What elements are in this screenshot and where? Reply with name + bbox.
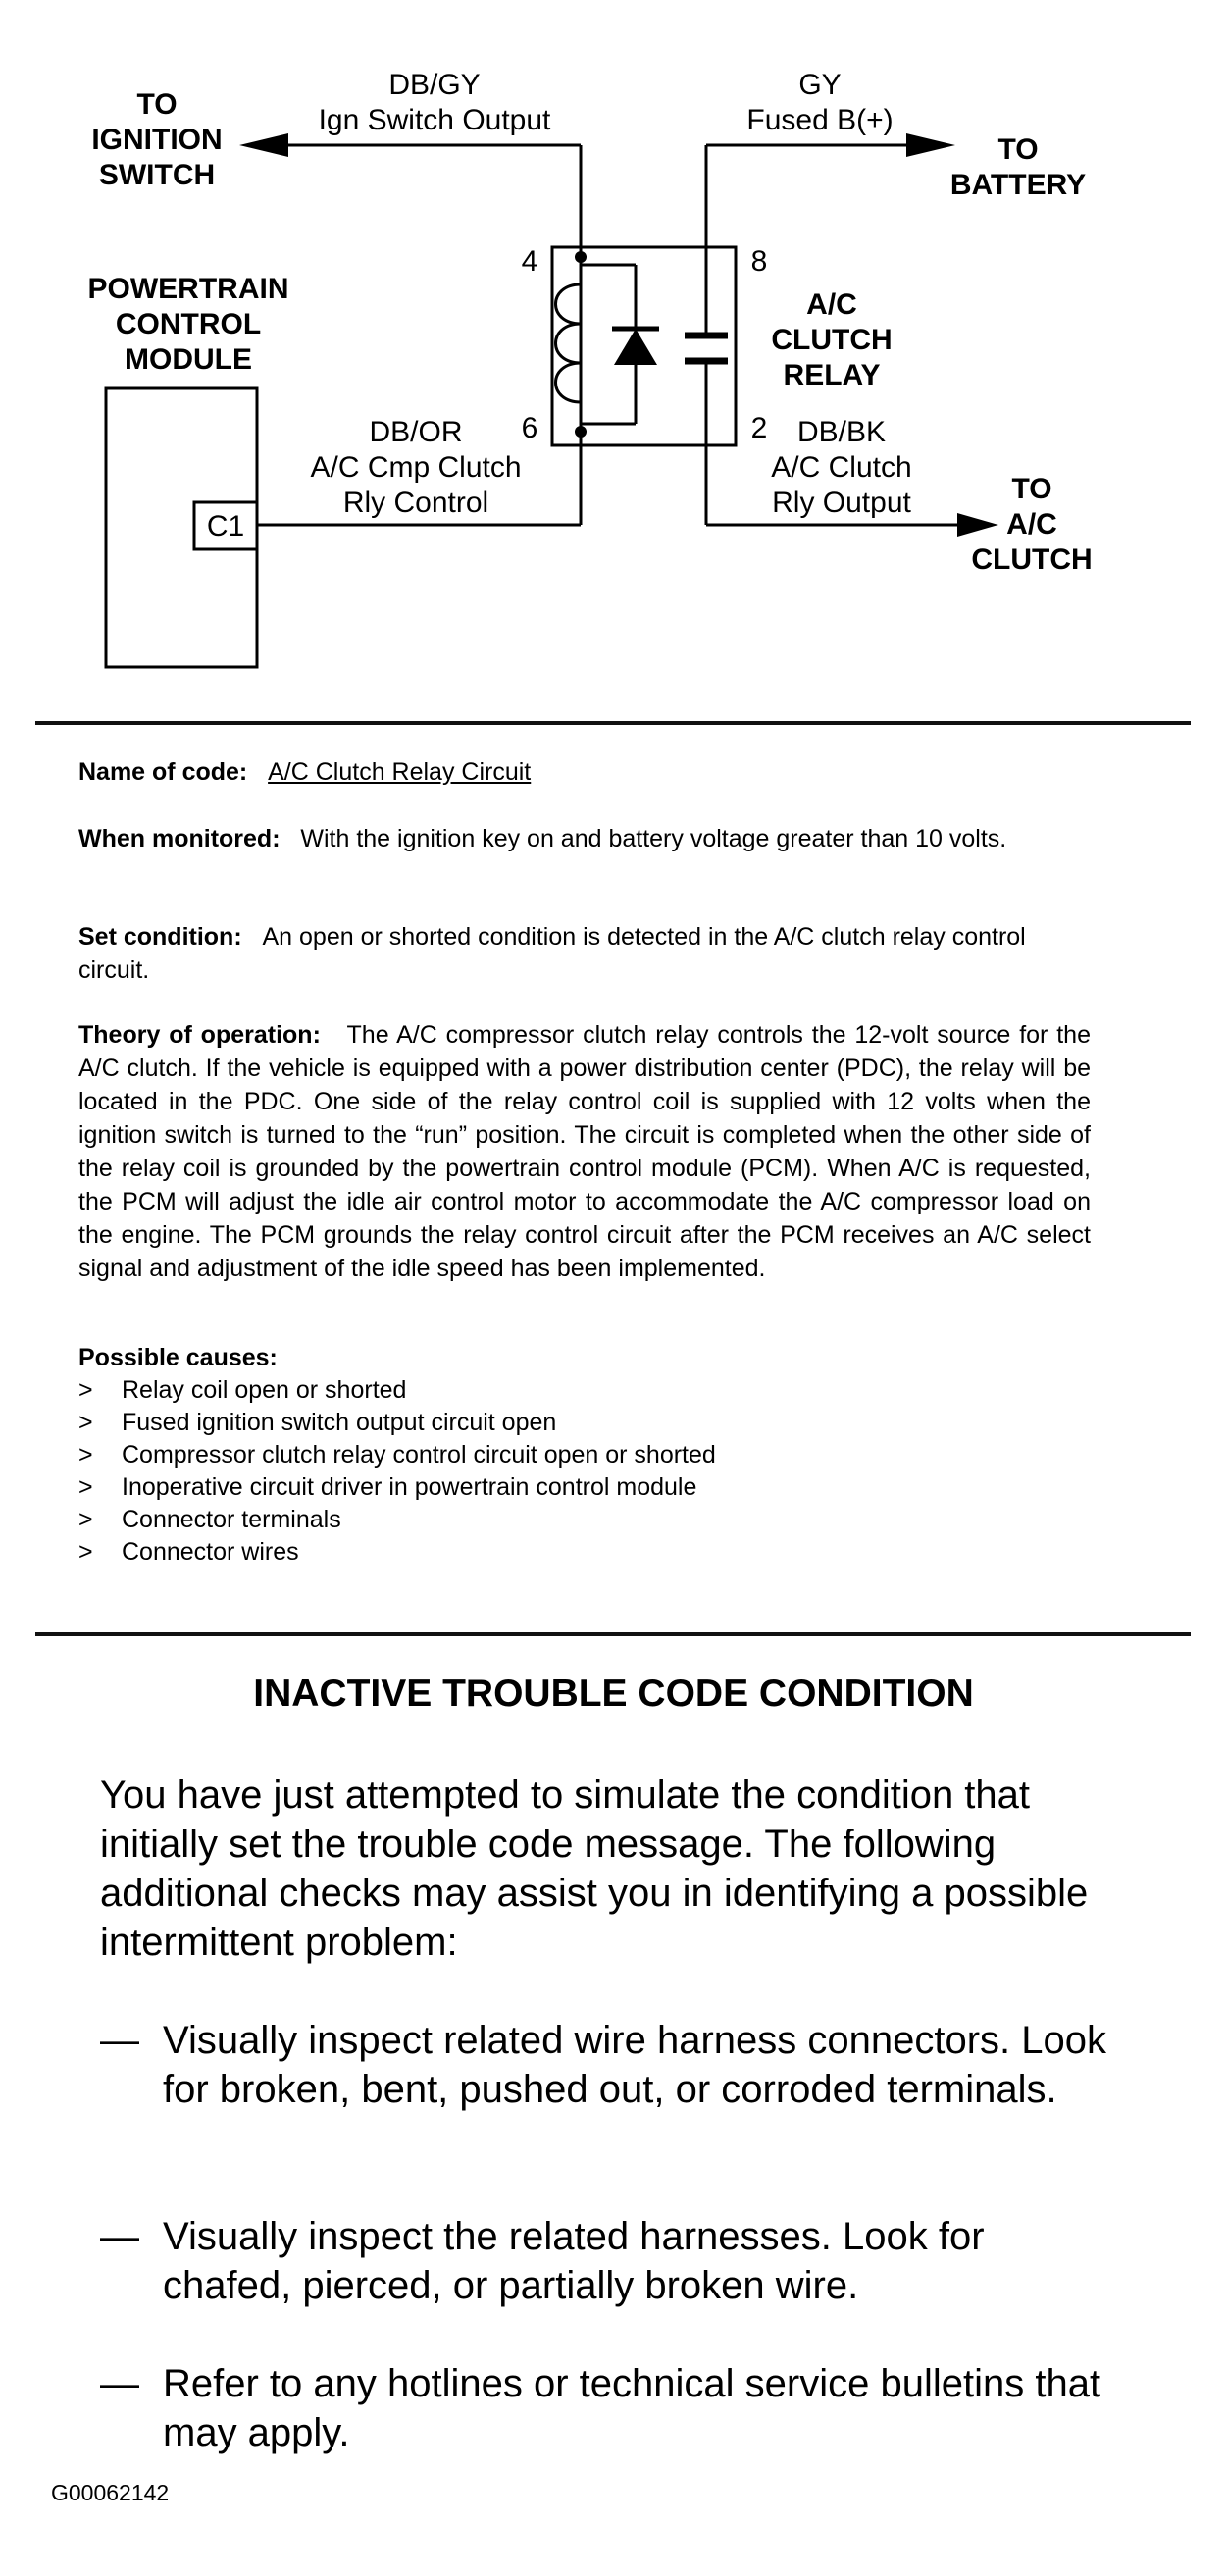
when-monitored — [78, 822, 1091, 855]
name-of-code-value: A/C Clutch Relay Circuit — [268, 758, 532, 786]
cause-text: Fused ignition switch output circuit open — [122, 1409, 557, 1436]
cause-marker: > — [78, 1506, 93, 1533]
ign-wire-desc: Ign Switch Output — [318, 104, 551, 136]
cause-text: Relay coil open or shorted — [122, 1376, 407, 1404]
cause-item — [78, 1439, 1091, 1471]
cause-text: Connector wires — [122, 1538, 299, 1566]
ctrl-wire-desc-1: A/C Cmp Clutch — [310, 451, 522, 484]
pcm-label-2: CONTROL — [115, 308, 262, 340]
cause-item — [78, 1374, 1091, 1407]
inactive-title: INACTIVE TROUBLE CODE CONDITION — [253, 1673, 974, 1715]
diode-symbol — [614, 329, 657, 365]
ctrl-wire-desc-2: Rly Control — [342, 487, 489, 519]
arrow-to-battery — [906, 133, 955, 157]
check-text: Visually inspect related wire harness connectors. Look for broken, bent, pushed out, or corroded terminals. — [163, 2019, 1106, 2111]
ign-wire-color: DB/GY — [388, 69, 481, 101]
theory-value: The A/C compressor clutch relay controls the 12-volt source for the A/C clutch. If the vehicle is equipped with a power distribution center (PDC), the relay will be located in the PDC. One side of the relay control coil is supplied with 12 volts when the ignition switch is turned to the “run” position. The circuit is completed when the other side of the relay coil is grounded by the powertrain control module (PCM). When A/C is requested, the PCM will adjust the idle air control motor to accommodate the A/C compressor load on the engine. The PCM grounds the relay control circuit after the PCM receives an A/C select signal and adjustment of the idle speed has been implemented. — [78, 1021, 1091, 1282]
to-clutch-label-2: A/C — [1006, 508, 1057, 541]
cause-marker: > — [78, 1376, 93, 1404]
causes-list — [78, 1374, 1091, 1569]
cause-text: Compressor clutch relay control circuit open or shorted — [122, 1441, 716, 1468]
dash-marker: — — [100, 2215, 139, 2258]
dash-marker: — — [100, 2019, 139, 2062]
batt-wire-desc: Fused B(+) — [746, 104, 894, 136]
check-item — [100, 2359, 1120, 2457]
to-clutch-label-1: TO — [1011, 473, 1052, 505]
divider-bottom — [35, 1632, 1191, 1636]
inactive-intro: You have just attempted to simulate the condition that initially set the trouble code message. The following additional checks may assist you in identifying a possible intermittent problem: — [100, 1774, 1089, 1964]
out-wire-color: DB/BK — [796, 416, 887, 448]
to-battery-label-1: TO — [997, 133, 1039, 166]
cause-item — [78, 1504, 1091, 1536]
cause-marker: > — [78, 1538, 93, 1566]
arrow-to-ignition — [239, 133, 288, 157]
cause-item — [78, 1407, 1091, 1439]
relay-label-1: A/C — [806, 288, 857, 321]
node-pin4 — [575, 251, 587, 263]
pcm-label-3: MODULE — [125, 343, 252, 376]
name-of-code-label: Name of code: — [78, 758, 248, 786]
wiring-diagram — [0, 0, 1227, 706]
divider-top — [35, 721, 1191, 725]
set-condition-value: An open or shorted condition is detected in the A/C clutch relay control circuit. — [78, 923, 1026, 984]
relay-label-2: CLUTCH — [771, 324, 893, 356]
pcm-label-1: POWERTRAIN — [87, 273, 289, 305]
pin-4-label: 4 — [521, 245, 538, 278]
name-of-code — [78, 755, 1091, 789]
pin-6-label: 6 — [521, 412, 538, 444]
theory-label: Theory of operation: — [78, 1021, 321, 1049]
ctrl-wire-color: DB/OR — [369, 416, 463, 448]
possible-causes-label: Possible causes: — [78, 1344, 278, 1371]
dash-marker: — — [100, 2362, 139, 2405]
cause-item — [78, 1471, 1091, 1504]
to-clutch-label-3: CLUTCH — [971, 543, 1093, 576]
to-ignition-label-1: TO — [136, 88, 178, 121]
out-wire-desc-2: Rly Output — [772, 487, 911, 519]
cause-marker: > — [78, 1409, 93, 1436]
pin-2-label: 2 — [750, 412, 768, 444]
check-text: Refer to any hotlines or technical service bulletins that may apply. — [163, 2362, 1101, 2454]
to-ignition-label-2: IGNITION — [91, 124, 223, 156]
cause-item — [78, 1536, 1091, 1569]
pcm-connector-label: C1 — [206, 510, 245, 542]
cause-marker: > — [78, 1473, 93, 1501]
figure-id: G00062142 — [51, 2480, 170, 2505]
check-text: Visually inspect the related harnesses. Look for chafed, pierced, or partially broken wire. — [163, 2215, 985, 2307]
out-wire-desc-1: A/C Clutch — [771, 451, 912, 484]
pin-8-label: 8 — [750, 245, 768, 278]
relay-label-3: RELAY — [783, 359, 881, 391]
check-item — [100, 2212, 1120, 2310]
possible-causes — [78, 1342, 1091, 1569]
when-monitored-label: When monitored: — [78, 825, 281, 852]
set-condition — [78, 920, 1091, 987]
theory-of-operation — [78, 1018, 1091, 1285]
check-item — [100, 2016, 1120, 2114]
cause-text: Inoperative circuit driver in powertrain control module — [122, 1473, 697, 1501]
batt-wire-color: GY — [798, 69, 842, 101]
arrow-to-clutch — [957, 513, 998, 537]
set-condition-label: Set condition: — [78, 923, 242, 951]
cause-marker: > — [78, 1441, 93, 1468]
to-battery-label-2: BATTERY — [949, 169, 1087, 201]
cause-text: Connector terminals — [122, 1506, 341, 1533]
to-ignition-label-3: SWITCH — [98, 159, 216, 191]
relay-coil — [556, 284, 582, 402]
when-monitored-value: With the ignition key on and battery voltage greater than 10 volts. — [300, 825, 1007, 852]
